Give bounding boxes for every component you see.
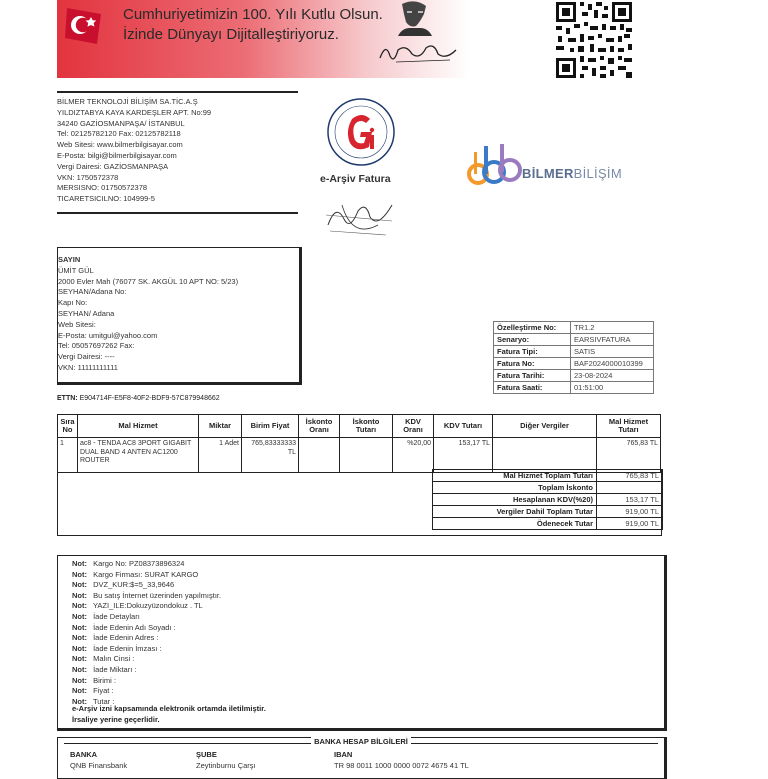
bank-title [58,737,664,746]
info-label: Fatura Tipi: [494,346,571,358]
col-header: KDV Tutarı [434,415,493,438]
buyer-line: Web Sitesi: [58,319,96,329]
col-header: KDV Oranı [393,415,434,438]
cell-diger-vergiler [493,438,597,473]
ettn-line [57,395,220,402]
total-label: Mal Hizmet Toplam Tutarı [433,470,597,482]
seller-line: E-Posta: bilgi@bilmerbilgisayar.com [57,150,177,160]
bank-info-box [57,737,667,779]
total-value: 153,17 TL [597,494,663,506]
note-prefix: Not: [72,633,87,643]
note-line [72,601,221,612]
seller-line: BİLMER TEKNOLOJİ BİLİŞİM SA.TİC.A.Ş [57,97,198,106]
note-text: Bu satış İnternet üzerinden yapılmıştır. [93,590,222,600]
note-text: İade Edenin Adı Soyadı : [93,622,176,632]
seller-line: Web Sitesi: www.bilmerbilgisayar.com [57,140,183,150]
note-text: DVZ_KUR:$=5_33,9646 [93,580,175,590]
totals-row [433,494,663,506]
col-header: Mal Hizmet [78,415,199,438]
table-row [58,438,661,473]
col-header: İskonto Oranı [299,415,340,438]
buyer-line: Vergi Dairesi: ---- [58,352,115,362]
note-prefix: Not: [72,675,87,685]
bank-header-sube: ŞUBE [196,750,217,759]
note-text: Malın Cinsi : [93,654,135,664]
buyer-line: ÜMİT GÜL [58,265,94,275]
seller-info [57,97,211,205]
seller-line: VKN: 1750572378 [57,172,119,182]
banner-line-2: İzinde Dünyayı Dijitalleştiriyoruz. [123,26,339,43]
info-value: EARSIVFATURA [571,334,654,346]
total-label: Vergiler Dahil Toplam Tutar [433,506,597,518]
note-prefix: Not: [72,569,87,579]
cell-mal-hizmet-tutari: 765,83 TL [597,438,661,473]
ettn-value: E904714F-E5F8-40F2-BDF9-57C879948662 [79,395,220,402]
buyer-line: SAYIN [58,255,81,264]
buyer-line: VKN: 11111111111 [58,362,118,372]
turkish-flag-icon [63,4,107,48]
note-prefix: Not: [72,664,87,674]
info-row [494,346,654,358]
info-value: 01:51:00 [571,382,654,394]
note-line [72,665,221,676]
ataturk-portrait-icon [390,0,440,36]
brand-main: BİLMER [522,166,574,181]
total-label: Hesaplanan KDV(%20) [433,494,597,506]
col-header: Diğer Vergiler [493,415,597,438]
cell-kdv-tutari: 153,17 TL [434,438,493,473]
note-prefix: Not: [72,654,87,664]
buyer-line: 2000 Evler Mah (76077 SK. AKGÜL 10 APT NO: 5/23) [58,276,239,286]
note-line [72,591,221,602]
note-prefix: Not: [72,643,87,653]
note-line [72,633,221,644]
note-text: Kargo Firması: SURAT KARGO [93,569,199,579]
note-line [72,686,221,697]
note-line [72,559,221,570]
signature-icon [322,195,398,243]
note-text: Fiyat : [93,686,114,696]
company-signature-stamp [322,195,398,243]
col-header: Sıra No [58,415,78,438]
items-table [57,414,661,473]
ettn-label: ETTN: [57,395,78,402]
buyer-line: Tel: 05057697262 Fax: [58,341,135,351]
info-row [494,322,654,334]
bank-title-text: BANKA HESAP BİLGİLERİ [311,737,411,746]
totals-row [433,482,663,494]
info-label: Fatura Tarihi: [494,370,571,382]
note-text: Birimi : [93,675,117,685]
col-header: Birim Fiyat [242,415,299,438]
col-header: İskonto Tutarı [340,415,393,438]
total-label: Ödenecek Tutar [433,518,597,530]
info-row [494,370,654,382]
banner-line-1: Cumhuriyetimizin 100. Yılı Kutlu Olsun. [123,6,383,23]
note-prefix: Not: [72,590,87,600]
info-value: BAF2024000010399 [571,358,654,370]
earsiv-statement-line: İrsaliye yerine geçerlidir. [72,714,160,724]
info-value: SATIS [571,346,654,358]
bilmer-brand-name [522,166,622,181]
note-prefix: Not: [72,611,87,621]
note-text: YAZI_ILE:Dokuzyüzondokuz . TL [92,601,203,611]
cell-miktar: 1 Adet [199,438,242,473]
seller-line: TICARETSICILNO: 104999-5 [57,194,155,204]
info-value: 23-08-2024 [571,370,654,382]
info-label: Fatura No: [494,358,571,370]
note-line [72,612,221,623]
note-text: Kargo No: PZ08373896324 [93,559,185,568]
info-label: Fatura Saati: [494,382,571,394]
total-value: 765,83 TL [597,470,663,482]
bank-header-iban: IBAN [334,750,353,759]
note-text: Tutar : [92,696,115,706]
earsiv-fatura-title: e-Arşiv Fatura [320,173,391,185]
note-prefix: Not: [72,696,87,706]
note-text: İade Miktarı : [93,664,137,674]
note-prefix: Not: [72,580,87,590]
cell-birim-fiyat: 765,83333333 TL [242,438,299,473]
note-text: İade Edenin İmzası : [93,643,162,653]
buyer-line: E-Posta: umitgul@yahoo.com [58,330,158,340]
cell-kdv-orani: %20,00 [393,438,434,473]
buyer-line: SEYHAN/ Adana [58,308,115,318]
seller-line: YILDIZTABYA KAYA KARDEŞLER APT. No:99 [57,107,212,117]
seller-line: 34240 GAZİOSMANPAŞA/ İSTANBUL [57,118,185,128]
total-label: Toplam İskonto [433,482,597,494]
totals-row [433,470,663,482]
qr-code-icon [554,0,634,80]
seller-line: Tel: 02125782120 Fax: 02125782118 [57,129,181,139]
cell-sira: 1 [58,438,78,473]
note-line [72,570,221,581]
bank-value-iban: TR 98 0011 1000 0000 0072 4675 41 TL [334,761,469,770]
note-line [72,623,221,634]
bank-header-banka: BANKA [70,750,98,759]
note-text: İade Detayları [93,611,140,621]
bank-value-sube: Zeytinburnu Çarşı [196,761,256,770]
cell-iskonto-orani [299,438,340,473]
totals-row [433,518,663,530]
company-top-rule [57,91,298,93]
cell-mal-hizmet: ac8 - TENDA AC8 3PORT GIGABIT DUAL BAND 4 ANTEN AC1200 ROUTER [78,438,199,473]
note-prefix: Not: [72,686,87,696]
note-line [72,676,221,687]
earsiv-statement-line: e-Arşiv izni kapsamında elektronik ortamda iletilmiştir. [72,704,266,713]
info-label: Özelleştirme No: [494,322,571,334]
cell-iskonto-tutari [340,438,393,473]
info-row [494,334,654,346]
brand-sub: BİLİŞİM [573,166,622,181]
notes-list [72,559,221,707]
totals-row [433,506,663,518]
total-value [597,482,663,494]
info-label: Senaryo: [494,334,571,346]
buyer-line: SEYHAN/Adana No: [58,287,127,297]
note-line [72,580,221,591]
earsiv-statement [72,704,266,725]
note-prefix: Not: [72,601,87,611]
items-header-row [58,415,661,438]
info-value: TR1.2 [571,322,654,334]
note-line [72,654,221,665]
seller-line: Vergi Dairesi: GAZİOSMANPAŞA [57,161,169,171]
col-header: Miktar [199,415,242,438]
note-prefix: Not: [72,559,87,568]
seller-line: MERSISNO: 01750572378 [57,183,148,193]
total-value: 919,00 TL [597,518,663,530]
info-row [494,358,654,370]
note-line [72,644,221,655]
company-bottom-rule [57,212,298,214]
buyer-info [58,255,238,374]
gib-logo-icon [326,97,396,167]
signature-icon [376,38,460,66]
bank-value-banka: QNB Finansbank [70,761,128,770]
total-value: 919,00 TL [597,506,663,518]
bilmer-logo-icon [466,140,524,188]
invoice-info-table [493,321,654,394]
col-header: Mal Hizmet Tutarı [597,415,661,438]
buyer-line: Kapı No: [58,298,88,308]
totals-table [432,469,663,530]
note-text: İade Edenin Adres : [93,633,159,643]
note-prefix: Not: [72,622,87,632]
ataturk-signature [376,38,460,66]
info-row [494,382,654,394]
